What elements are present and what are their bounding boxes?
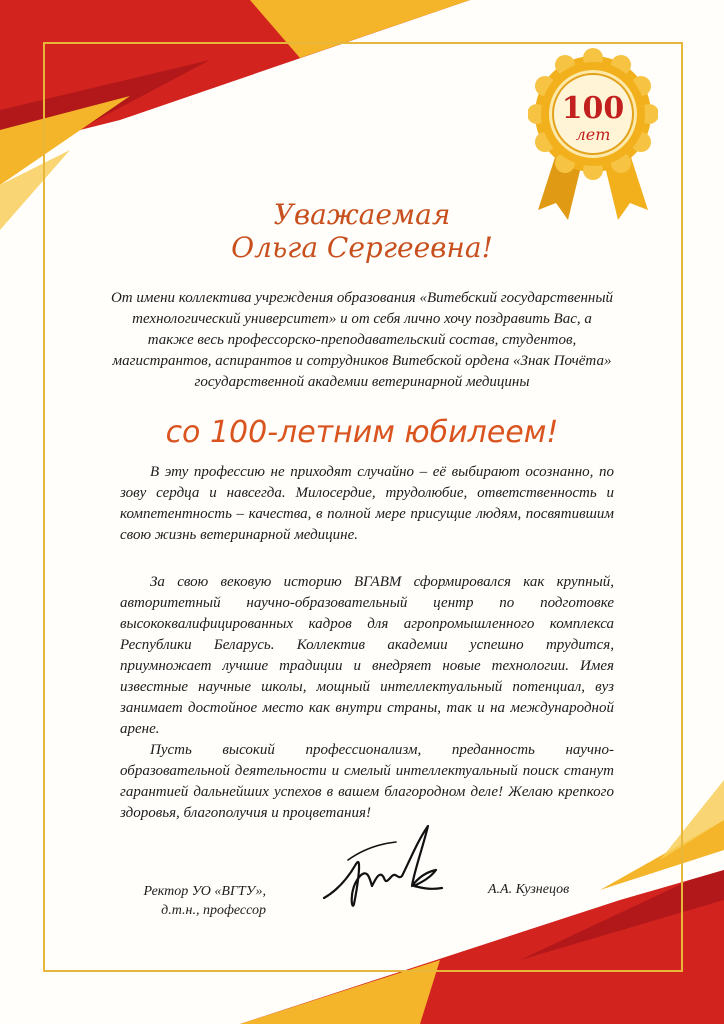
- greeting-line-1: Уважаемая: [273, 198, 451, 231]
- handwritten-signature: [318, 820, 448, 916]
- body-paragraph-2: За свою вековую историю ВГАВМ сформировался как крупный, авторитетный научно-образовательный центр по подготовке высококвалифицированных кадров для агропромышленного комплекса Республики Беларусь. Коллектив академии успешно трудится, приумножает лучшие традиции и внедряет новые технологии. Имея известные научные школы, мощный интеллектуальный потенциал, вуз занимает достойное место как внутри страны, так и на международной арене.: [120, 574, 614, 737]
- body-paragraph-1: В эту профессию не приходят случайно – её выбирают осознанно, по зову сердца и навсегда. Милосердие, трудолюбие, ответственность и компетентность – качества, в полной мере присущие людям, посвятившим свою жизнь ветеринарной медицине.: [120, 464, 614, 543]
- body-paragraph-3: Пусть высокий профессионализм, преданность научно-образовательной деятельности и смелый интеллектуальный поиск станут гарантией дальнейших успехов в вашем благородном деле! Желаю крепкого здоровья, благополучия и процветания!: [120, 742, 614, 821]
- signer-position: [96, 882, 266, 920]
- signer-name: А.А. Кузнецов: [488, 882, 570, 897]
- signer-position-line-1: Ректор УО «ВГТУ»,: [143, 884, 266, 899]
- seal-number: 100: [561, 91, 625, 126]
- seal-unit: лет: [575, 125, 611, 144]
- jubilee-heading: со 100-летним юбилеем!: [165, 415, 559, 450]
- greeting-line-2: Ольга Сергеевна!: [231, 231, 493, 264]
- intro-paragraph: От имени коллектива учреждения образования «Витебский государственный технологический университет» и от себя лично хочу поздравить Вас, а также весь профессорско-преподавательский состав, студентов, магистрантов, аспирантов и сотрудников Витебской ордена «Знак Почёта» государственной академии ветеринарной медицины: [110, 290, 614, 390]
- signer-position-line-2: д.т.н., профессор: [161, 903, 266, 918]
